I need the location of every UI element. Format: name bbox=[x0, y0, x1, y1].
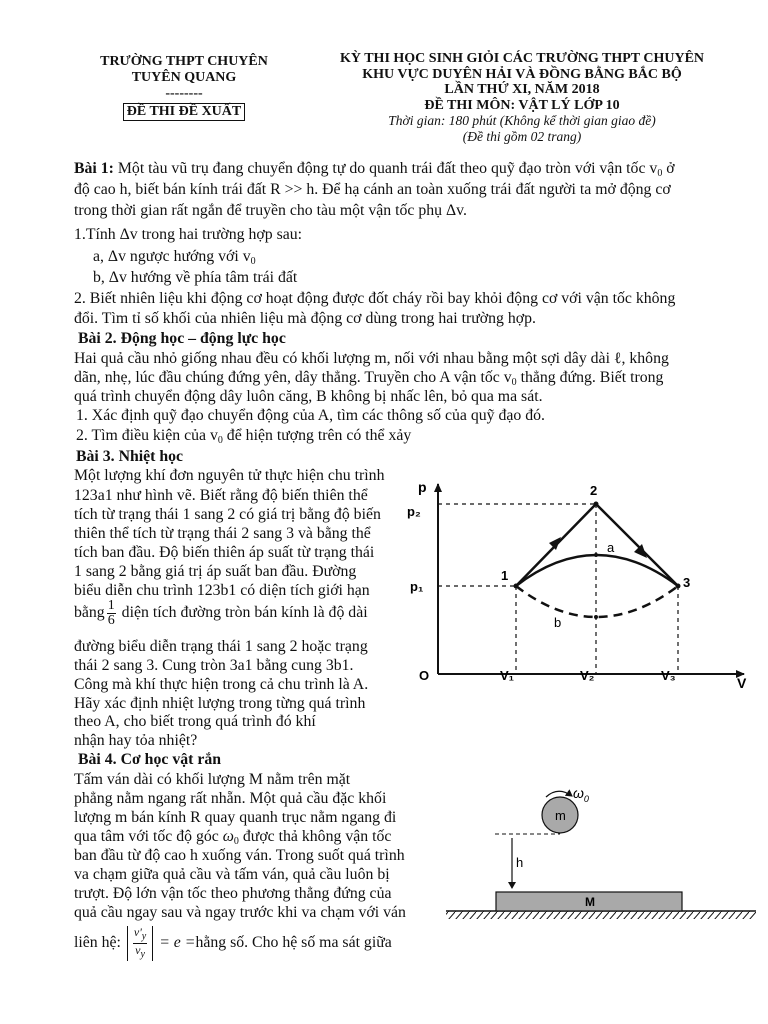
bai3-line11: Công mà khí thực hiện trong cả chu trình là A. bbox=[74, 676, 369, 693]
label-v1: V₁ bbox=[500, 668, 515, 683]
arrow-2-3 bbox=[634, 544, 647, 558]
label-p: p bbox=[418, 479, 427, 495]
bai1-line3: trong thời gian rất ngắn để truyền cho tàu một vận tốc phụ Δv. bbox=[74, 202, 468, 219]
bai1-item-b: b, Δv hướng về phía tâm trái đất bbox=[93, 269, 298, 286]
arc-b bbox=[516, 586, 678, 617]
ball-label: m bbox=[555, 808, 566, 823]
label-state1: 1 bbox=[501, 568, 509, 583]
bai3-line13: theo A, cho biết trong quá trình đó khí bbox=[74, 713, 316, 730]
bai4-title: Bài 4. Cơ học vật rắn bbox=[78, 751, 222, 768]
bai2-title: Bài 2. Động học – động lực học bbox=[78, 330, 286, 347]
bai4-line8: quả cầu ngay sau và ngay trước khi va chạm với ván bbox=[74, 904, 406, 921]
bai3-line4: thiên thể tích từ trạng thái 2 sang 3 và bằng thể bbox=[74, 525, 371, 542]
bai3-title: Bài 3. Nhiệt học bbox=[76, 448, 184, 465]
bai3-line6: 1 sang 2 bằng giá trị áp suất ban đầu. Đường bbox=[74, 563, 357, 580]
bai2-line2: dãn, nhẹ, lúc đầu chúng đứng yên, dây thẳng. Truyền cho A vận tốc $v_0$ thẳng đứng. Biết trong bbox=[74, 369, 664, 388]
label-v2: V₂ bbox=[580, 668, 595, 683]
bai3-line8: bằng $\frac{1}{6}$ diện tích đường tròn bán kính là độ dài bbox=[74, 598, 368, 628]
bai4-line7: trượt. Độ lớn vận tốc theo phương thẳng đứng của bbox=[74, 885, 392, 902]
bai4-line6: va chạm giữa quả cầu và tấm ván, quả cầu luôn bị bbox=[74, 866, 390, 883]
bai4-line3: lượng m bán kính R quay quanh trục nằm ngang đi bbox=[74, 809, 397, 826]
point-2 bbox=[594, 502, 599, 507]
bai4-line2: phẳng nằm ngang rất nhẵn. Một quả cầu đặc khối bbox=[74, 790, 387, 807]
bai3-line12: Hãy xác định nhiệt lượng trong từng quá trình bbox=[74, 695, 366, 712]
bai3-line5: tích ban đầu. Độ biến thiên áp suất từ trạng thái bbox=[74, 544, 375, 561]
bai2-line1: Hai quả cầu nhỏ giống nhau đều có khối lượng m, nối với nhau bằng một sợi dây dài ℓ, không bbox=[74, 350, 669, 367]
fraction-one-sixth: $\frac{1}{6}$ bbox=[107, 598, 115, 628]
pv-diagram bbox=[405, 470, 760, 692]
bai4-line5: ban đầu từ độ cao h xuống ván. Trong suốt quá trình bbox=[74, 847, 405, 864]
bai4-line4: qua tâm với tốc độ góc $\omega_0$ được thả không vận tốc bbox=[74, 828, 392, 847]
bai3-line7: biểu diễn chu trình 123b1 có diện tích giới hạn bbox=[74, 582, 370, 599]
bai1-line8: đổi. Tìm tỉ số khối của nhiên liệu mà động cơ dùng trong hai trường hợp. bbox=[74, 310, 536, 327]
bai3-line3: tích từ trạng thái 1 sang 2 có giá trị bằng độ biến bbox=[74, 506, 381, 523]
bai2-item2: 2. Tìm điều kiện của $v_0$ để hiện tượng trên có thể xảy bbox=[76, 427, 412, 446]
pages-note: (Đề thi gồm 02 trang) bbox=[462, 128, 582, 144]
height-label: h bbox=[516, 855, 524, 870]
label-p1: p₁ bbox=[410, 579, 424, 594]
bai3-line10: thái 2 sang 3. Cung tròn 3a1 bằng cung 3b1. bbox=[74, 657, 354, 674]
point-b bbox=[594, 615, 598, 619]
bai3-line9: đường biểu diễn trạng thái 1 sang 2 hoặc trạng bbox=[74, 638, 368, 655]
exam-subject: ĐỀ THI MÔN: VẬT LÝ LỚP 10 bbox=[424, 97, 620, 113]
point-a bbox=[594, 553, 598, 557]
time-note: Thời gian: 180 phút (Không kể thời gian giao đề) bbox=[388, 113, 656, 128]
bai3-line1: Một lượng khí đơn nguyên tử thực hiện chu trình bbox=[74, 467, 385, 484]
velocity-ratio: $\frac{v'_y}{v_y}$ bbox=[127, 926, 153, 961]
label-p2: p₂ bbox=[407, 504, 421, 519]
ball-board-figure bbox=[440, 775, 760, 925]
bai3-line2: 123a1 như hình vẽ. Biết rằng độ biến thiên thể bbox=[74, 487, 368, 504]
bai1-line4: 1.Tính Δv trong hai trường hợp sau: bbox=[74, 226, 303, 243]
label-a: a bbox=[607, 540, 615, 555]
bai1-line1: Bài 1: Một tàu vũ trụ đang chuyển động tự do quanh trái đất theo quỹ đạo tròn với vận tốc $v_0$ ở bbox=[74, 160, 675, 179]
label-b: b bbox=[554, 615, 562, 630]
exam-title-line1: KỲ THI HỌC SINH GIỎI CÁC TRƯỜNG THPT CHUYÊN bbox=[339, 51, 705, 66]
doc-type-box: ĐỀ THI ĐỀ XUẤT bbox=[123, 103, 246, 121]
bai4-line1: Tấm ván dài có khối lượng M nằm trên mặt bbox=[74, 771, 351, 788]
bai2-item1: 1. Xác định quỹ đạo chuyển động của A, tìm các thông số của quỹ đạo đó. bbox=[76, 407, 545, 424]
bai3-line14: nhận hay tỏa nhiệt? bbox=[74, 732, 198, 749]
exam-title-line3: LẦN THỨ XI, NĂM 2018 bbox=[444, 82, 600, 97]
label-origin: O bbox=[419, 668, 430, 683]
bai1-item-a: a, Δv ngược hướng với $v_0$ bbox=[93, 248, 256, 267]
label-state3: 3 bbox=[683, 575, 691, 590]
bai4-line9: liên hệ: $\frac{v'_y}{v_y}$ = e =hằng số. Cho hệ số ma sát giữa bbox=[74, 925, 392, 960]
label-state2: 2 bbox=[590, 483, 598, 498]
omega-label: $\omega_0$ bbox=[573, 785, 589, 804]
school-name-line1: TRƯỜNG THPT CHUYÊN bbox=[100, 54, 268, 69]
label-v: V bbox=[737, 675, 747, 691]
board-label: M bbox=[585, 895, 595, 909]
exam-title-line2: KHU VỰC DUYÊN HẢI VÀ ĐỒNG BẰNG BẮC BỘ bbox=[362, 66, 682, 82]
bai1-line7: 2. Biết nhiên liệu khi động cơ hoạt động được đốt cháy rồi bay khỏi động cơ với vận tốc không bbox=[74, 290, 676, 307]
exam-header bbox=[318, 51, 726, 144]
bai2-line3: quá trình chuyển động dây luôn căng, B không bị nhấc lên, bỏ qua ma sát. bbox=[74, 388, 543, 405]
point-3 bbox=[676, 584, 681, 589]
header-dashes: -------- bbox=[165, 86, 203, 101]
rotation-arrow bbox=[546, 791, 572, 797]
point-1 bbox=[514, 584, 519, 589]
school-header bbox=[96, 54, 272, 121]
label-v3: V₃ bbox=[661, 668, 676, 683]
ground-hatch bbox=[446, 911, 756, 919]
bai1-line2: độ cao h, biết bán kính trái đất R >> h. Để hạ cánh an toàn xuống trái đất người ta mở động cơ bbox=[74, 181, 671, 198]
school-name-line2: TUYÊN QUANG bbox=[131, 70, 237, 85]
